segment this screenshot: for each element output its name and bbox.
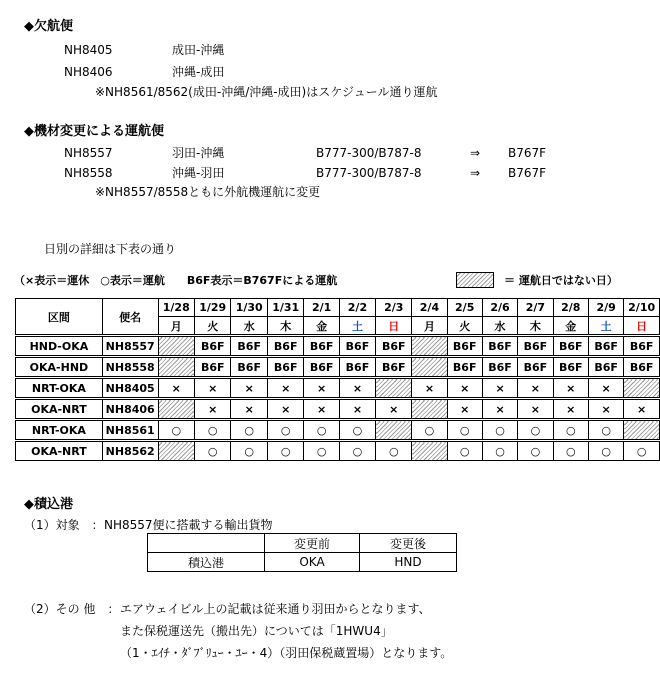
- status-cell: ×: [267, 399, 303, 420]
- weekday-header: 火: [447, 317, 482, 336]
- non-operating-cell: [158, 399, 194, 420]
- status-cell: ○: [482, 441, 517, 461]
- status-cell: B6F: [339, 357, 375, 378]
- port-header-empty: [148, 534, 265, 553]
- status-cell: B6F: [482, 357, 517, 378]
- equip-flight-no-1: NH8557: [64, 146, 113, 160]
- status-cell: ×: [304, 378, 339, 399]
- weekday-header: 月: [158, 317, 194, 336]
- equip-flight-route-1: 羽田-沖縄: [172, 146, 225, 160]
- status-cell: ○: [194, 441, 230, 461]
- status-cell: ○: [553, 441, 588, 461]
- weekday-header: 木: [267, 317, 303, 336]
- equip-arrow-2: ⇒: [470, 166, 481, 180]
- row-section: HND-OKA: [16, 336, 103, 357]
- port-col-before: 変更前: [265, 534, 360, 553]
- row-section: OKA-HND: [16, 357, 103, 378]
- other-line-2: また保税運送先（搬出先）については「1HWU4」: [120, 624, 393, 638]
- legend-hatch-text: ＝ 運航日ではない日）: [504, 274, 618, 287]
- col-header-section: 区間: [16, 299, 103, 336]
- status-cell: B6F: [194, 336, 230, 357]
- status-cell: ×: [231, 378, 267, 399]
- date-header: 2/9: [588, 299, 623, 317]
- status-cell: ○: [267, 441, 303, 461]
- cancel-flight-route-2: 沖縄-成田: [172, 65, 225, 79]
- status-cell: ○: [231, 441, 267, 461]
- date-header: 2/7: [518, 299, 553, 317]
- other-label: （2）その 他 ：: [24, 602, 120, 616]
- status-cell: ×: [624, 399, 660, 420]
- status-cell: B6F: [267, 336, 303, 357]
- equip-flight-from-2: B777-300/B787-8: [316, 166, 422, 180]
- equip-flight-route-2: 沖縄-羽田: [172, 166, 225, 180]
- status-cell: ○: [376, 441, 412, 461]
- equip-arrow-1: ⇒: [470, 146, 481, 160]
- status-cell: ×: [553, 399, 588, 420]
- status-cell: ○: [447, 441, 482, 461]
- col-header-flight: 便名: [102, 299, 158, 336]
- status-cell: B6F: [304, 357, 339, 378]
- row-flight: NH8561: [102, 420, 158, 441]
- non-operating-cell: [412, 399, 447, 420]
- status-cell: ○: [267, 420, 303, 441]
- weekday-header: 土: [588, 317, 623, 336]
- status-cell: ○: [339, 441, 375, 461]
- status-cell: ○: [588, 420, 623, 441]
- status-cell: ○: [194, 420, 230, 441]
- status-cell: B6F: [194, 357, 230, 378]
- equip-note: ※NH8557/8558ともに外航機運航に変更: [95, 185, 321, 199]
- status-cell: ×: [447, 378, 482, 399]
- weekday-header: 土: [339, 317, 375, 336]
- status-cell: B6F: [624, 336, 660, 357]
- status-cell: ×: [553, 378, 588, 399]
- schedule-table: [15, 298, 660, 461]
- status-cell: B6F: [482, 336, 517, 357]
- daily-note: 日別の詳細は下表の通り: [44, 242, 177, 256]
- status-cell: ×: [304, 399, 339, 420]
- port-before-value: OKA: [265, 553, 360, 572]
- table-row: [16, 336, 660, 357]
- status-cell: ×: [194, 378, 230, 399]
- date-header: 2/10: [624, 299, 660, 317]
- status-cell: ×: [231, 399, 267, 420]
- non-operating-cell: [624, 420, 660, 441]
- row-flight: NH8557: [102, 336, 158, 357]
- status-cell: B6F: [518, 336, 553, 357]
- date-header: 1/29: [194, 299, 230, 317]
- cancel-flight-no-1: NH8405: [64, 43, 113, 57]
- date-header: 2/1: [304, 299, 339, 317]
- status-cell: ○: [624, 441, 660, 461]
- status-cell: B6F: [376, 357, 412, 378]
- row-section: OKA-NRT: [16, 399, 103, 420]
- date-header: 2/2: [339, 299, 375, 317]
- row-section: NRT-OKA: [16, 420, 103, 441]
- status-cell: ×: [158, 378, 194, 399]
- date-header: 2/5: [447, 299, 482, 317]
- weekday-header: 日: [624, 317, 660, 336]
- status-cell: ○: [412, 420, 447, 441]
- other-line-1: エアウェイビル上の記載は従来通り羽田からとなります、: [120, 602, 431, 616]
- status-cell: ×: [482, 399, 517, 420]
- weekday-header: 日: [376, 317, 412, 336]
- row-section: NRT-OKA: [16, 378, 103, 399]
- other-line-3: （1・ｴｲﾁ・ﾀﾞﾌﾞﾘｭｰ・ﾕｰ・4）（羽田保税蔵置場）となります。: [120, 646, 453, 660]
- equip-heading: ◆機材変更による運航便: [24, 124, 164, 139]
- non-operating-cell: [412, 441, 447, 461]
- date-header: 2/3: [376, 299, 412, 317]
- table-row: [16, 420, 660, 441]
- status-cell: B6F: [447, 357, 482, 378]
- non-operating-cell: [158, 441, 194, 461]
- status-cell: ○: [158, 420, 194, 441]
- port-target-text: NH8557便に搭載する輸出貨物: [104, 518, 273, 532]
- status-cell: ○: [482, 420, 517, 441]
- status-cell: B6F: [231, 357, 267, 378]
- non-operating-cell: [624, 378, 660, 399]
- status-cell: B6F: [518, 357, 553, 378]
- row-section: OKA-NRT: [16, 441, 103, 461]
- status-cell: ○: [553, 420, 588, 441]
- table-row: [16, 378, 660, 399]
- equip-flight-to-2: B767F: [508, 166, 547, 180]
- status-cell: B6F: [231, 336, 267, 357]
- weekday-header: 水: [231, 317, 267, 336]
- non-operating-cell: [158, 336, 194, 357]
- status-cell: B6F: [624, 357, 660, 378]
- table-row: [16, 441, 660, 461]
- cancel-flight-no-2: NH8406: [64, 65, 113, 79]
- legend-text: （×表示＝運休 ○表示＝運航 B6F表示＝B767Fによる運航: [14, 274, 338, 287]
- weekday-header: 金: [553, 317, 588, 336]
- row-flight: NH8406: [102, 399, 158, 420]
- weekday-header: 木: [518, 317, 553, 336]
- status-cell: ×: [339, 378, 375, 399]
- cancel-flight-route-1: 成田-沖縄: [172, 43, 225, 57]
- port-after-value: HND: [360, 553, 457, 572]
- date-header: 2/6: [482, 299, 517, 317]
- status-cell: B6F: [267, 357, 303, 378]
- cancel-heading: ◆欠航便: [24, 19, 73, 34]
- equip-flight-to-1: B767F: [508, 146, 547, 160]
- non-operating-cell: [412, 357, 447, 378]
- status-cell: ○: [339, 420, 375, 441]
- status-cell: ○: [588, 441, 623, 461]
- table-row: [16, 399, 660, 420]
- status-cell: ○: [447, 420, 482, 441]
- status-cell: ×: [518, 399, 553, 420]
- legend-hatch-swatch: [456, 272, 494, 288]
- status-cell: ○: [304, 441, 339, 461]
- weekday-header: 金: [304, 317, 339, 336]
- row-flight: NH8562: [102, 441, 158, 461]
- equip-flight-from-1: B777-300/B787-8: [316, 146, 422, 160]
- status-cell: ×: [339, 399, 375, 420]
- port-table: [147, 533, 457, 572]
- status-cell: B6F: [339, 336, 375, 357]
- row-flight: NH8405: [102, 378, 158, 399]
- port-col-after: 変更後: [360, 534, 457, 553]
- status-cell: ×: [376, 399, 412, 420]
- date-header: 2/4: [412, 299, 447, 317]
- status-cell: ×: [194, 399, 230, 420]
- status-cell: ×: [447, 399, 482, 420]
- equip-flight-no-2: NH8558: [64, 166, 113, 180]
- status-cell: ×: [412, 378, 447, 399]
- status-cell: ○: [304, 420, 339, 441]
- status-cell: B6F: [553, 336, 588, 357]
- non-operating-cell: [158, 357, 194, 378]
- weekday-header: 月: [412, 317, 447, 336]
- status-cell: B6F: [588, 357, 623, 378]
- non-operating-cell: [412, 336, 447, 357]
- date-header: 1/31: [267, 299, 303, 317]
- status-cell: ○: [231, 420, 267, 441]
- status-cell: ×: [518, 378, 553, 399]
- date-header: 1/30: [231, 299, 267, 317]
- status-cell: B6F: [447, 336, 482, 357]
- non-operating-cell: [376, 420, 412, 441]
- port-heading: ◆積込港: [24, 497, 73, 512]
- non-operating-cell: [376, 378, 412, 399]
- status-cell: ×: [267, 378, 303, 399]
- table-row: [16, 357, 660, 378]
- status-cell: B6F: [553, 357, 588, 378]
- weekday-header: 火: [194, 317, 230, 336]
- status-cell: ×: [588, 399, 623, 420]
- port-row-label: 積込港: [148, 553, 265, 572]
- date-header: 1/28: [158, 299, 194, 317]
- status-cell: B6F: [588, 336, 623, 357]
- status-cell: ×: [482, 378, 517, 399]
- status-cell: B6F: [304, 336, 339, 357]
- status-cell: ○: [518, 420, 553, 441]
- status-cell: ○: [518, 441, 553, 461]
- port-target-label: （1）対象 ：: [24, 518, 104, 532]
- row-flight: NH8558: [102, 357, 158, 378]
- cancel-note: ※NH8561/8562(成田-沖縄/沖縄-成田)はスケジュール通り運航: [95, 85, 438, 99]
- date-header: 2/8: [553, 299, 588, 317]
- status-cell: ×: [588, 378, 623, 399]
- status-cell: B6F: [376, 336, 412, 357]
- weekday-header: 水: [482, 317, 517, 336]
